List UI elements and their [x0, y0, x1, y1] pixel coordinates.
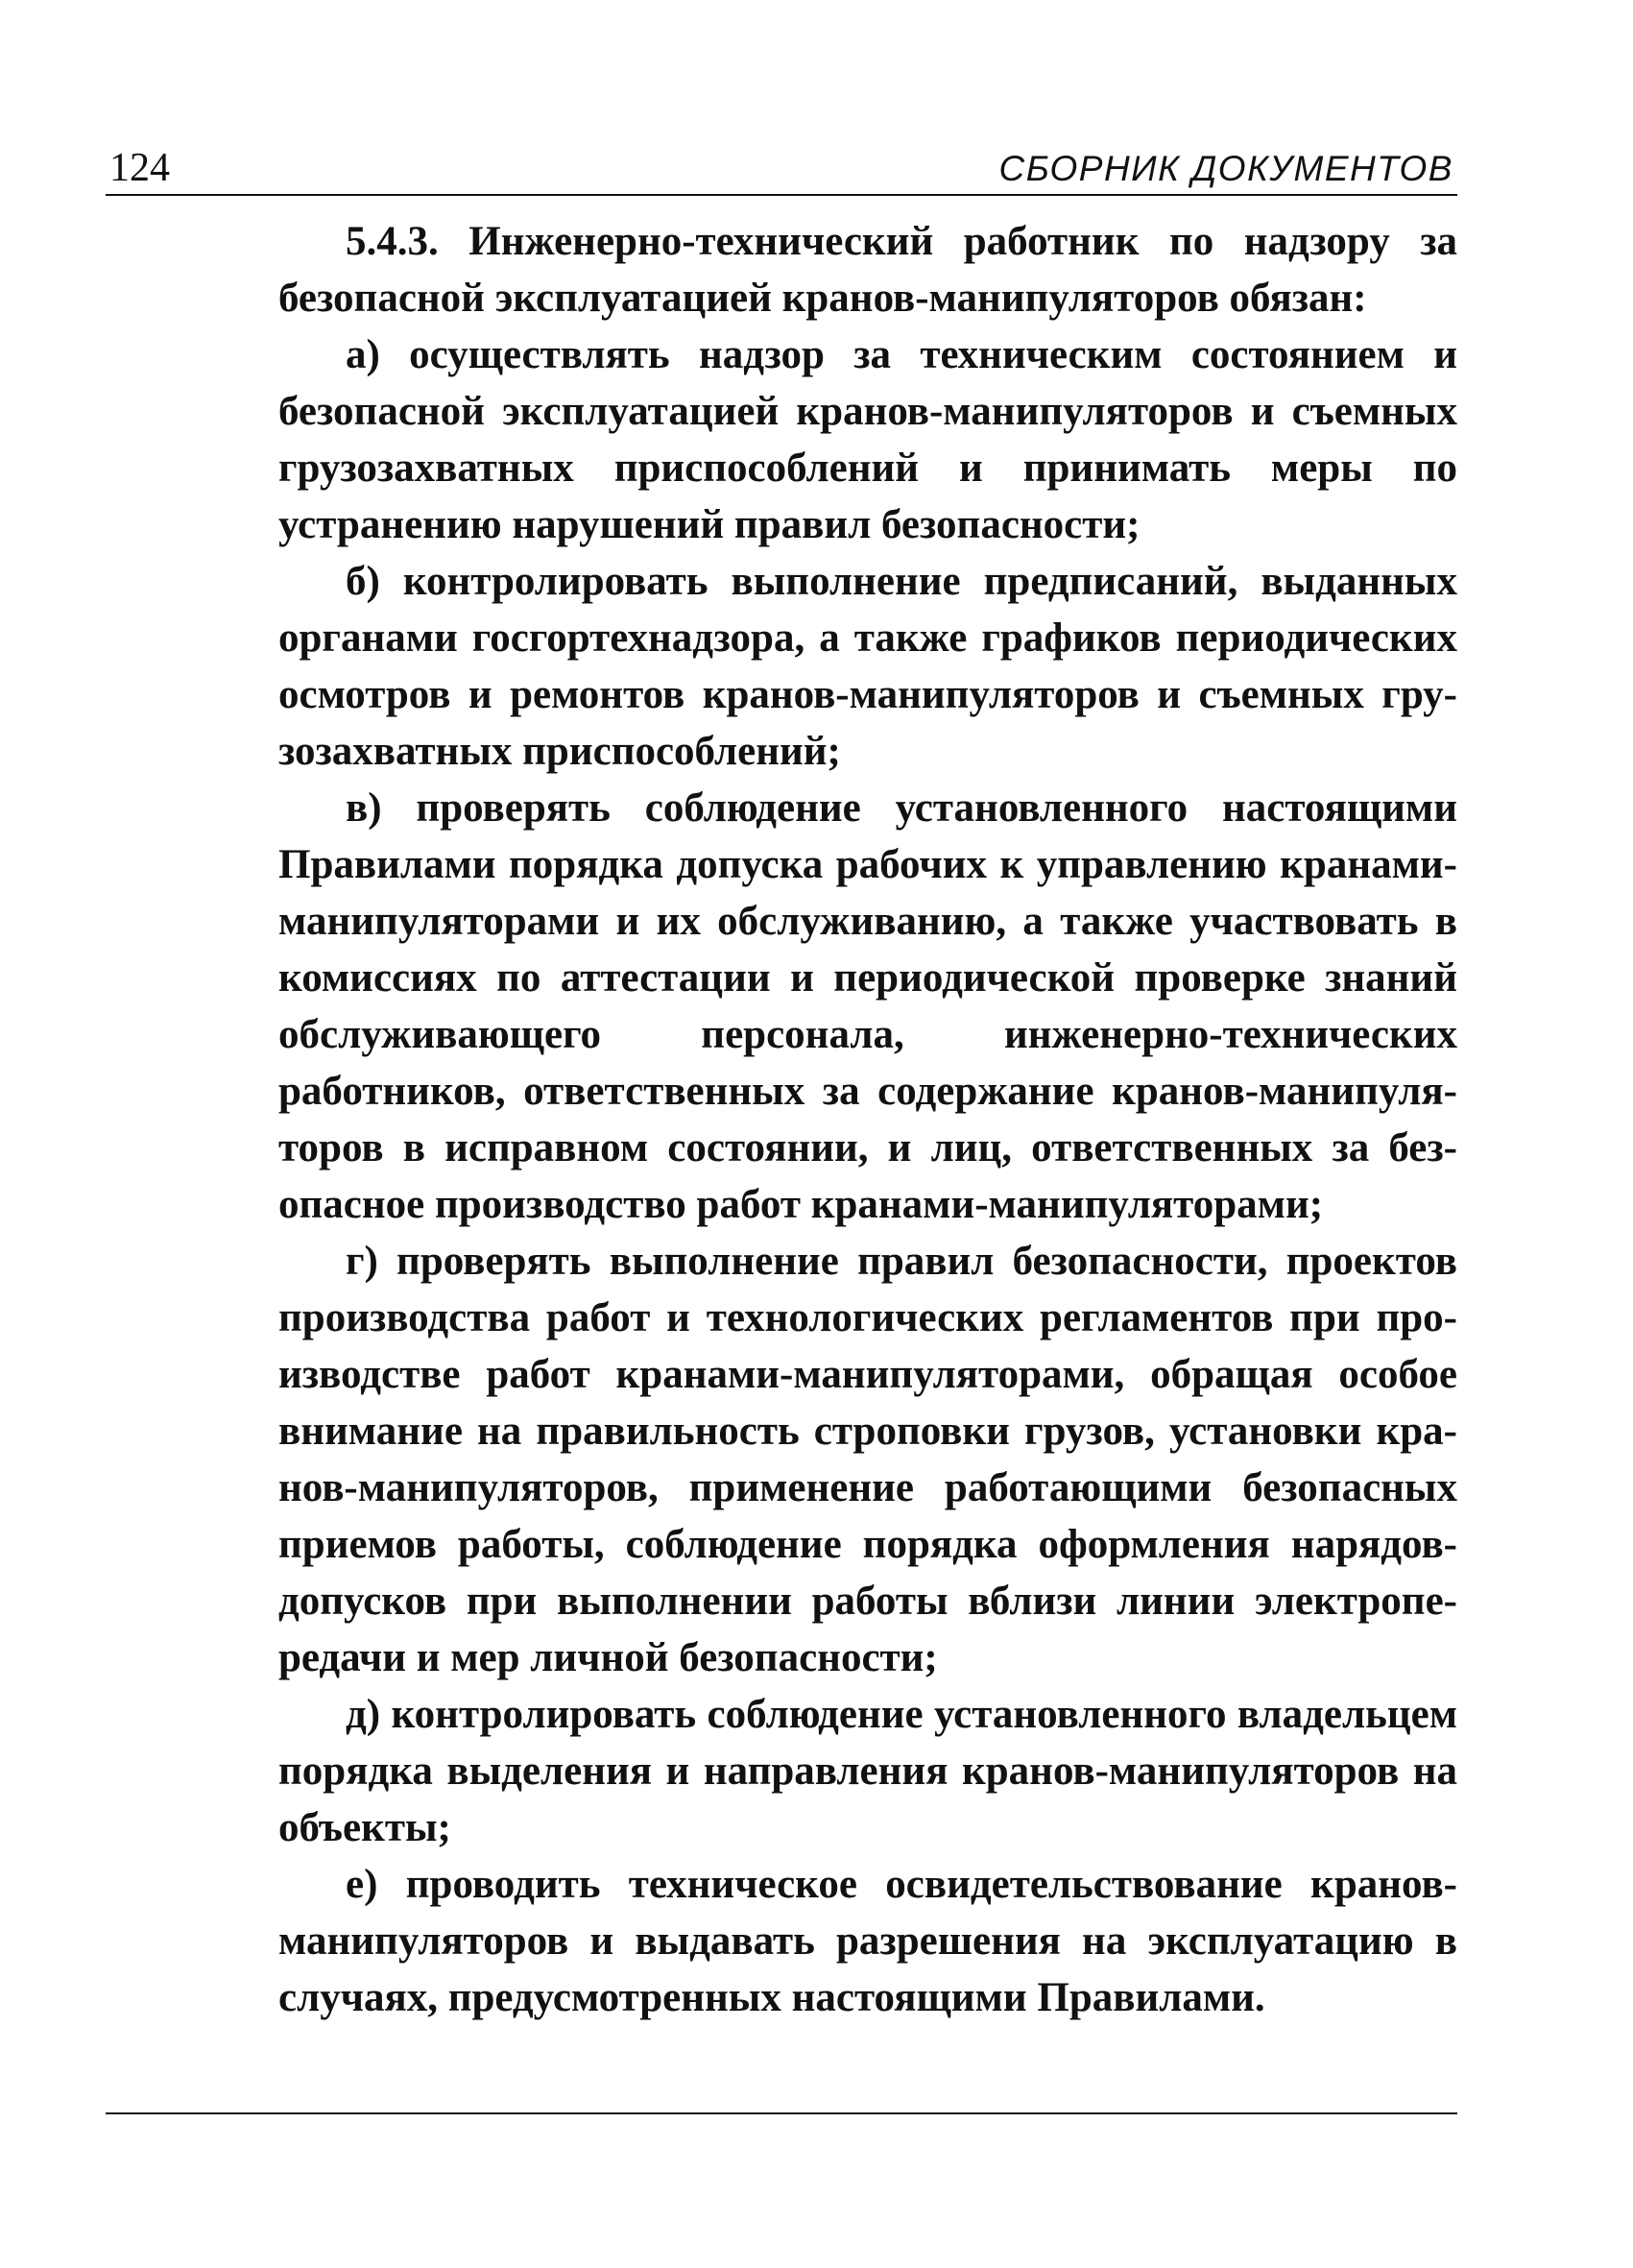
running-title: СБОРНИК ДОКУМЕНТОВ — [998, 149, 1453, 188]
paragraph-a: а) осуществлять надзор за техническим состоянием и безопасной эксплуатацией кранов-манипуляторов и съемных грузозахватных приспособлений и принимать меры по устранению нарушений правил безопасности; — [278, 332, 1457, 547]
header-rule — [106, 194, 1457, 196]
page-header — [106, 142, 1457, 192]
page-number: 124 — [109, 146, 170, 190]
paragraph-e: е) проводить техническое освидетельствование кранов-манипуляторов и выдавать разрешения на эксплуатацию в случаях, предусмотренных настоящими Правилами. — [278, 1862, 1457, 2020]
paragraph-v: в) проверять соблюдение установленного настоящими Правилами порядка допуска рабочих к управлению кранами-манипуляторами и их обслуживанию, а также участвовать в комиссиях по аттестации и периодической проверке знаний обслуживающего персонала, инженерно-технических работников, ответственных за содержание кранов-манипуляторов в исправном состоянии, и лиц, ответственных за безопасное производство работ кранами-манипуляторами; — [278, 785, 1457, 1227]
paragraph-5-4-3: 5.4.3. Инженерно-технический работник по надзору за безопасной эксплуатацией кранов-манипуляторов обязан: — [278, 219, 1457, 321]
footer-rule — [106, 2112, 1457, 2114]
paragraph-d: д) контролировать соблюдение установленного владельцем порядка выделения и направления кранов-манипуляторов на объекты; — [278, 1692, 1457, 1850]
paragraph-g: г) проверять выполнение правил безопасности, проектов производства работ и технологических регламентов при производстве работ кранами-манипуляторами, обращая особое внимание на правильность строповки грузов, установки кранов-манипуляторов, применение работающими безопасных приемов работы, соблюдение порядка оформления нарядов-допусков при выполнении работы вблизи линии электропередачи и мер личной безопасности; — [278, 1239, 1457, 1680]
body-text — [278, 213, 1457, 2026]
paragraph-b: б) контролировать выполнение предписаний, выданных органами госгортехнадзора, а также графиков периодических осмотров и ремонтов кранов-манипуляторов и съемных грузозахватных приспособлений; — [278, 559, 1457, 774]
